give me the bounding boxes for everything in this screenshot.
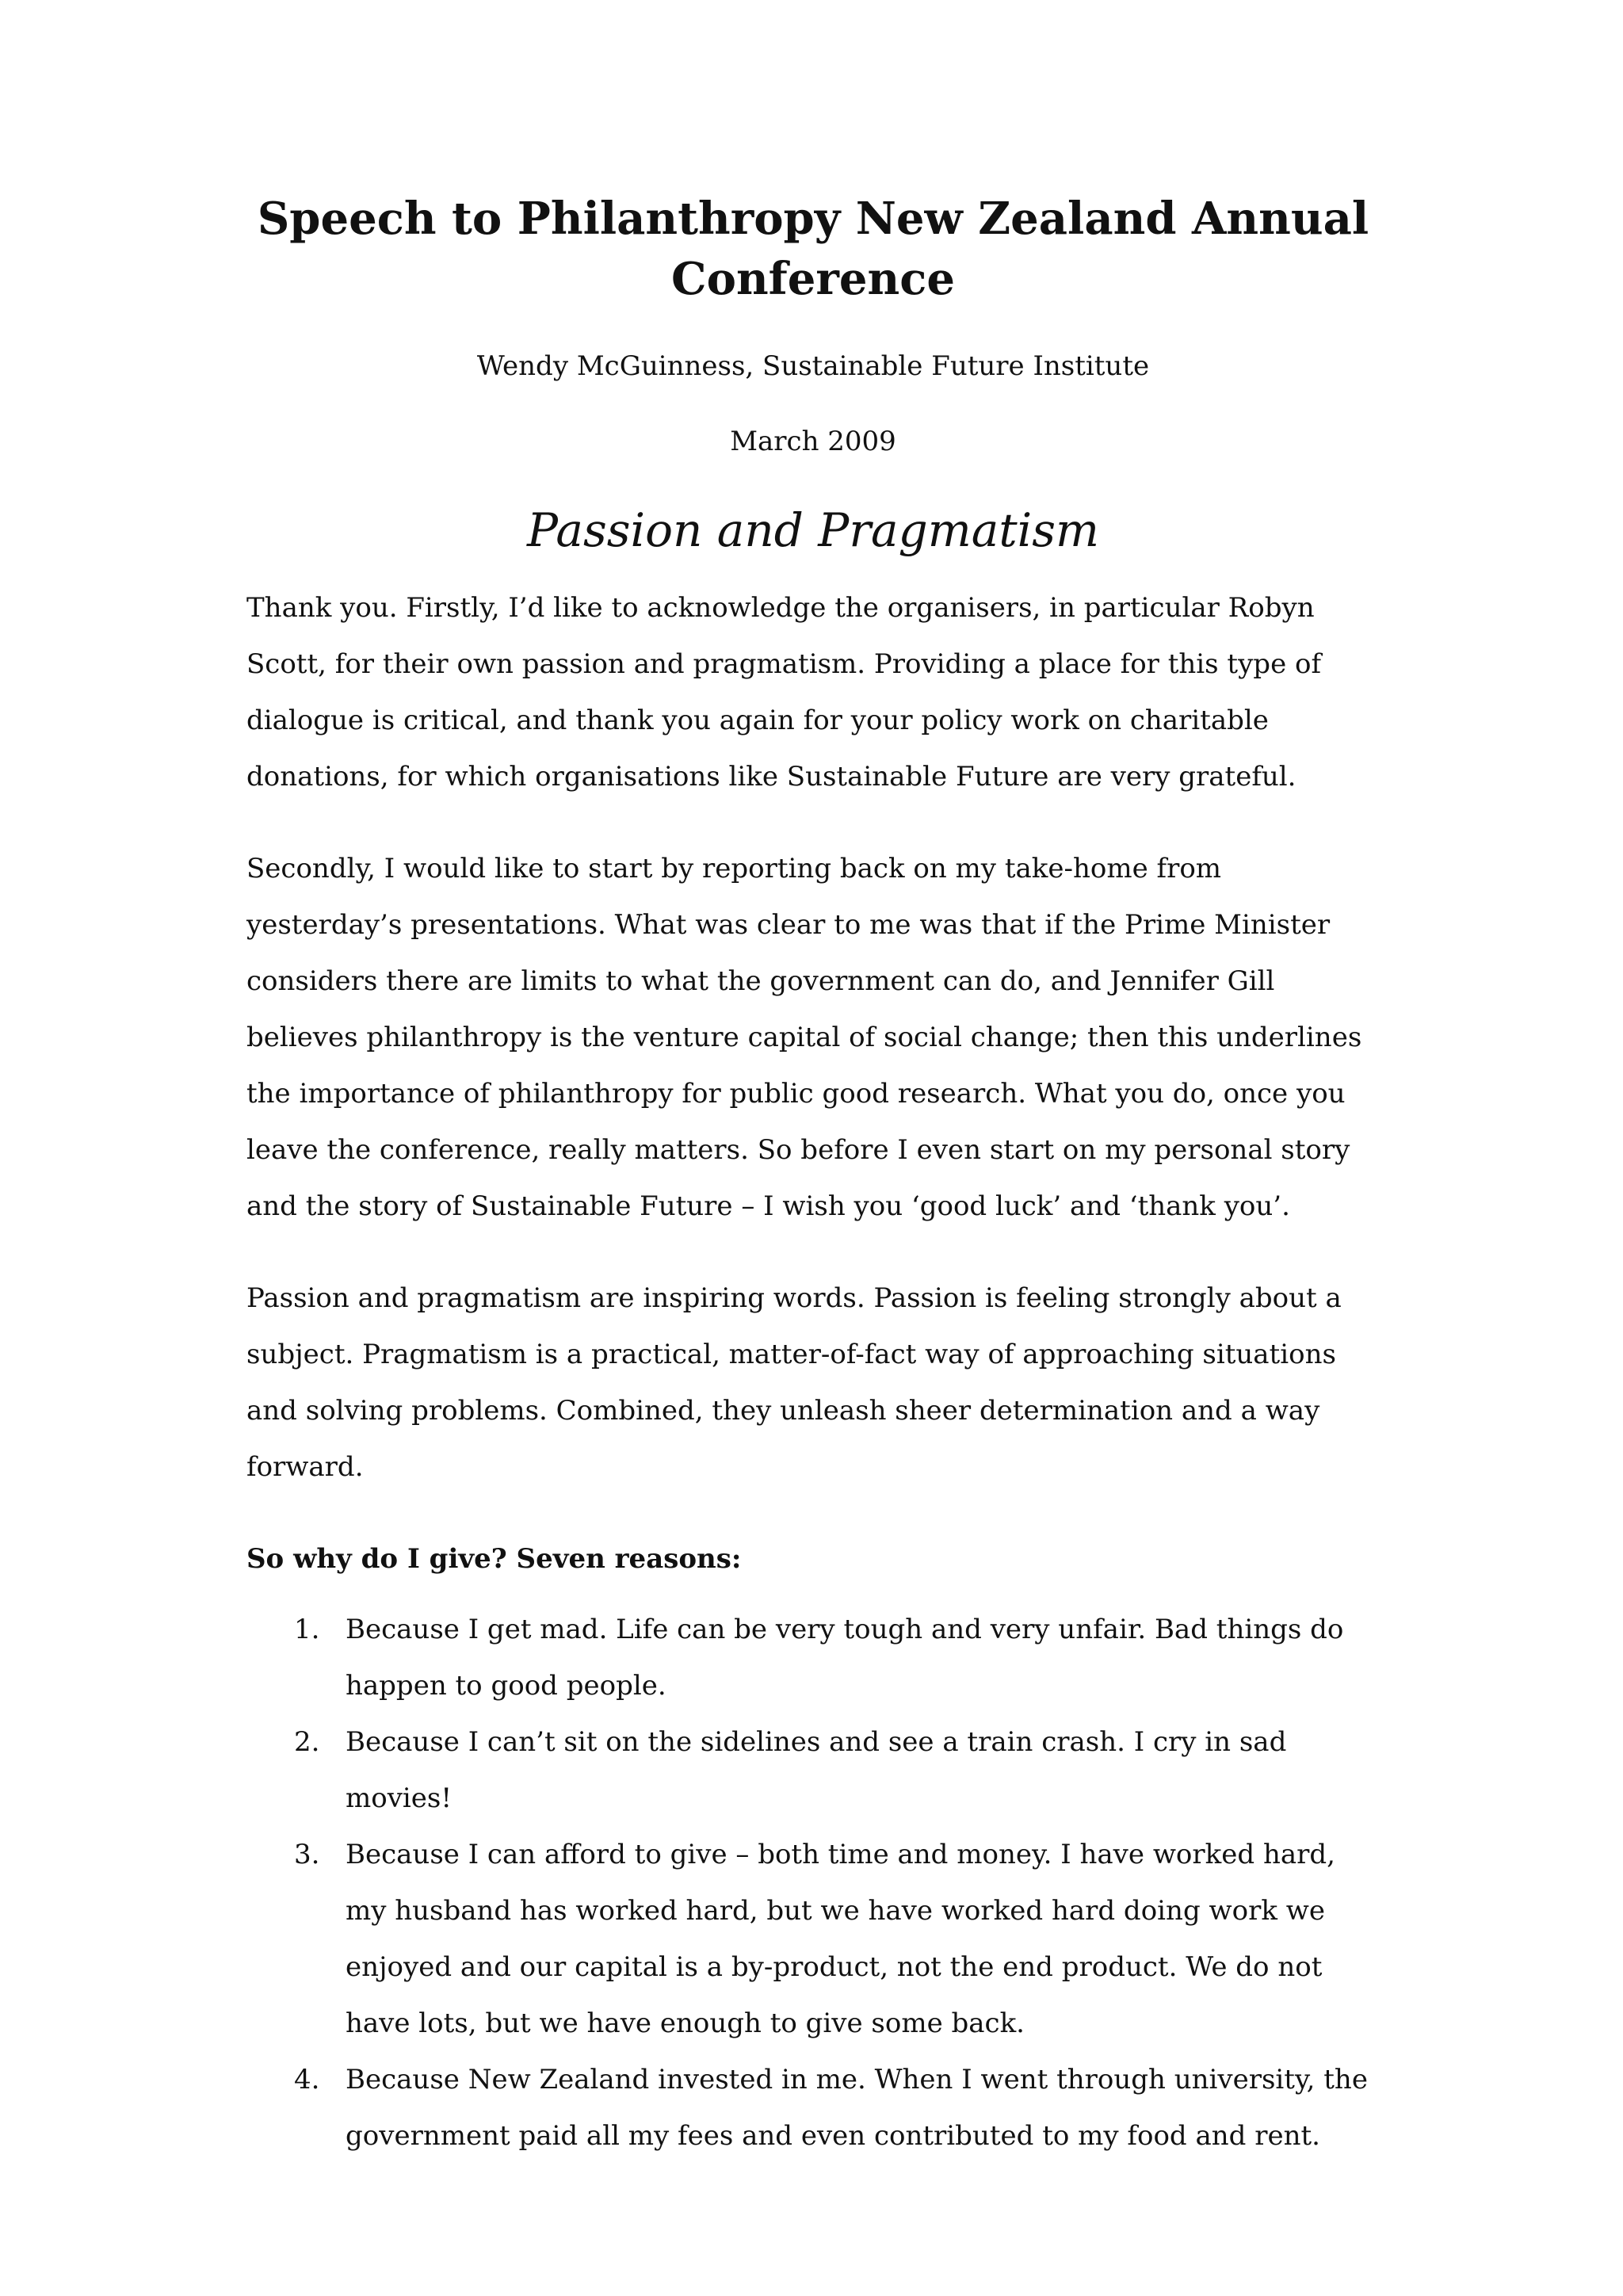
paragraph-takehome: Secondly, I would like to start by reporting back on my take-home from yesterday’s presentations. What was clear to me was that if the Prime Minister considers there are limits to what the government can do, and Jennifer Gill believes philanthropy is the venture capital of social change; then this underlines the importance of philanthropy for public good research. What you do, once you leave the conference, really matters. So before I even start on my personal story and the story of Sustainable Future – I wish you ‘good luck’ and ‘thank you’.: [246, 853, 1362, 1222]
document-title-line-1: Speech to Philanthropy New Zealand Annual: [257, 193, 1369, 245]
paragraph-acknowledgement: Thank you. Firstly, I’d like to acknowledge the organisers, in particular Robyn Scott, for their own passion and pragmatism. Providing a place for this type of dialogue is critical, and thank you again for your policy work on charitable donations, for which organisations like Sustainable Future are very grateful.: [246, 592, 1322, 793]
list-item-number: 4.: [294, 2064, 320, 2095]
document-body: [246, 189, 1380, 2164]
speech-subtitle: Passion and Pragmatism: [527, 503, 1099, 557]
list-item-text: Because I get mad. Life can be very tough and very unfair. Bad things do happen to good people.: [346, 1614, 1344, 1702]
author-line: Wendy McGuinness, Sustainable Future Institute: [476, 350, 1150, 382]
list-item: [246, 1714, 1380, 1827]
list-item-text: Because New Zealand invested in me. When I went through university, the government paid all my fees and even contributed to my food and rent.: [346, 2064, 1368, 2152]
document-title: [246, 189, 1380, 309]
reasons-list: [246, 1602, 1380, 2164]
paragraph-passion-pragmatism: Passion and pragmatism are inspiring words. Passion is feeling strongly about a subject. Pragmatism is a practical, matter-of-fact way of approaching situations and solving problems. Combined, they unleash sheer determination and a way forward.: [246, 1282, 1342, 1483]
reasons-heading: So why do I give? Seven reasons:: [246, 1543, 742, 1575]
list-item: [246, 2052, 1380, 2164]
list-item: [246, 1602, 1380, 1714]
list-item-text: Because I can’t sit on the sidelines and see a train crash. I cry in sad movies!: [346, 1726, 1287, 1814]
list-item-number: 3.: [294, 1839, 320, 1870]
list-item-text: Because I can afford to give – both time and money. I have worked hard, my husband has worked hard, but we have worked hard doing work we enjoyed and our capital is a by-product, not the end product. We do not have lots, but we have enough to give some back.: [346, 1839, 1335, 2039]
list-item: [246, 1827, 1380, 2052]
date-line: March 2009: [730, 426, 896, 457]
document-title-line-2: Conference: [671, 253, 955, 305]
list-item-number: 2.: [294, 1726, 320, 1758]
list-item-number: 1.: [294, 1614, 320, 1645]
